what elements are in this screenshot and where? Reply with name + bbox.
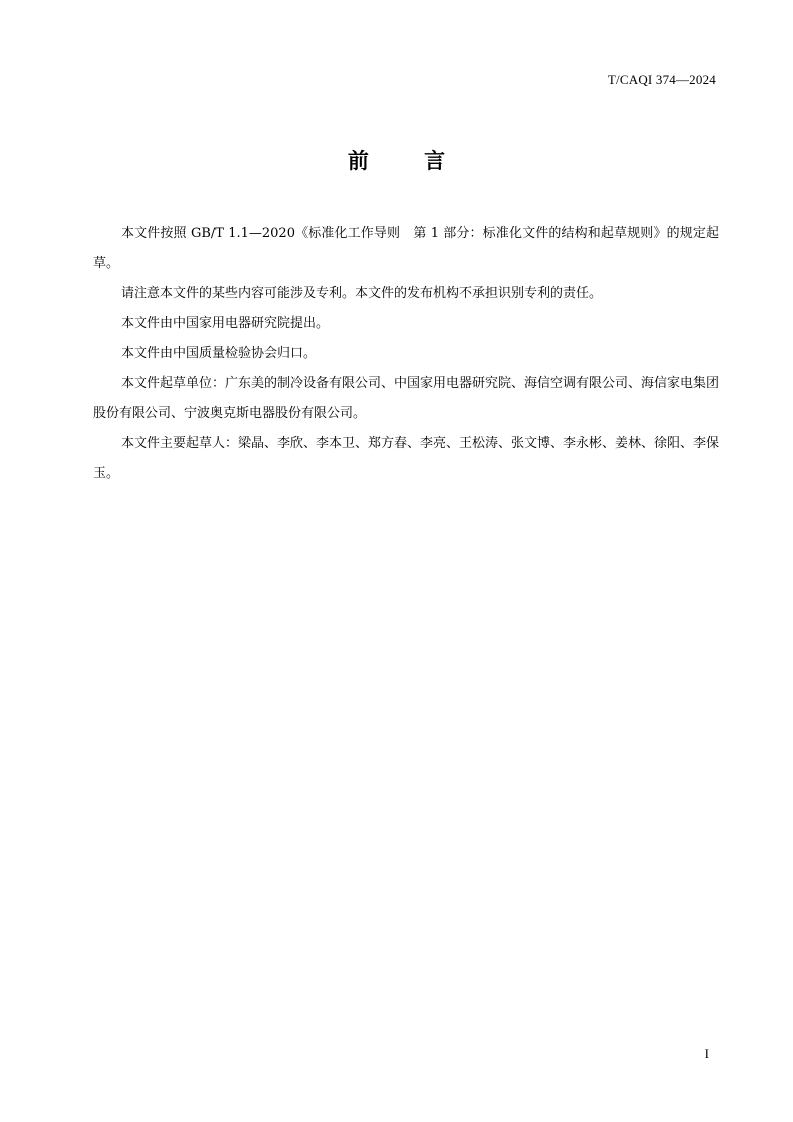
paragraph-administrator: 本文件由中国质量检验协会归口。 xyxy=(121,346,317,361)
document-id: T/CAQI 374—2024 xyxy=(607,72,716,87)
page-number: I xyxy=(704,1046,709,1061)
page-title: 前 言 xyxy=(347,149,470,173)
preface-body xyxy=(93,219,719,489)
paragraph-drafting-units: 本文件起草单位：广东美的制冷设备有限公司、中国家用电器研究院、海信空调有限公司、海信家电集团股份有限公司、宁波奥克斯电器股份有限公司。 xyxy=(93,376,720,421)
paragraph-proposer: 本文件由中国家用电器研究院提出。 xyxy=(121,316,330,331)
paragraph-drafting-basis: 本文件按照 GB/T 1.1—2020《标准化工作导则 第 1 部分：标准化文件的结构和起草规则》的规定起草。 xyxy=(93,226,719,271)
paragraph-patent-notice: 请注意本文件的某些内容可能涉及专利。本文件的发布机构不承担识别专利的责任。 xyxy=(121,286,603,301)
paragraph-drafters: 本文件主要起草人：梁晶、李欣、李本卫、郑方春、李亮、王松涛、张文博、李永彬、姜林、徐阳、李保玉。 xyxy=(93,436,720,481)
